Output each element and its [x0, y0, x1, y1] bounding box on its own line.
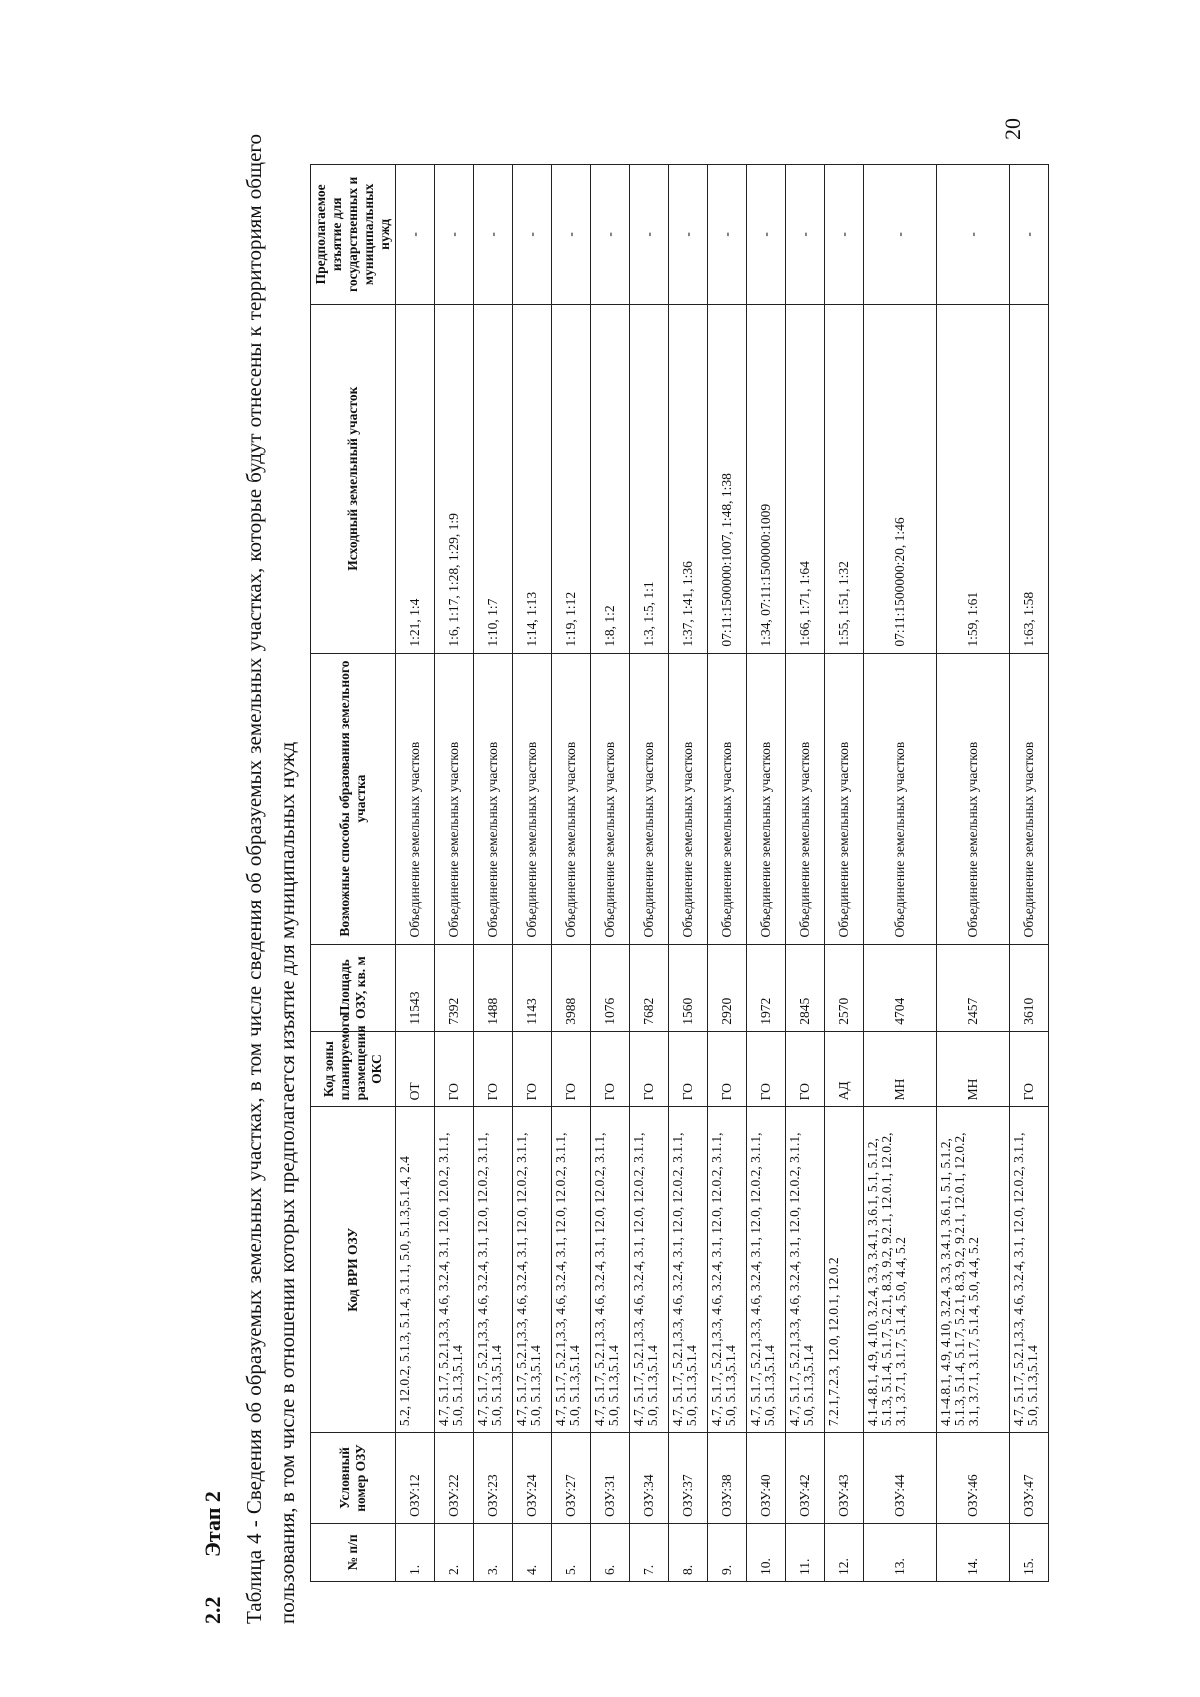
row-method: Объединение земельных участков: [669, 653, 708, 944]
row-method: Объединение земельных участков: [747, 653, 786, 944]
row-seizure: -: [864, 165, 937, 305]
row-index: 12.: [825, 1523, 864, 1581]
row-plot-id: ОЗУ:22: [435, 1433, 474, 1524]
row-seizure: -: [513, 165, 552, 305]
row-source-plot: 1:14, 1:13: [513, 304, 552, 653]
row-zone-code: ГО: [1010, 1031, 1049, 1107]
row-plot-id: ОЗУ:42: [786, 1433, 825, 1524]
row-index: 5.: [552, 1523, 591, 1581]
row-vri-code: 4.7, 5.1.7, 5.2.1,3.3, 4.6, 3.2.4, 3.1, 12.0, 12.0.2, 3.1.1, 5.0, 5.1.3,5.1.4: [747, 1107, 786, 1433]
row-vri-code: 4.1-4.8.1, 4.9, 4.10, 3.2.4, 3.3, 3.4.1, 3.6.1, 5.1, 5.1.2, 5.1.3, 5.1.4, 5.1.7, 5.2.1, 8.3, 9.2, 9.2.1, 12.0.1, 12.0.2, 3.1, 3.7.1, 3.1.7, 5.1.4, 5.0, 4.4, 5.2: [937, 1107, 1010, 1433]
row-seizure: -: [747, 165, 786, 305]
row-vri-code: 4.7, 5.1.7, 5.2.1,3.3, 4.6, 3.2.4, 3.1, 12.0, 12.0.2, 3.1.1, 5.0, 5.1.3,5.1.4: [708, 1107, 747, 1433]
row-method: Объединение земельных участков: [630, 653, 669, 944]
row-vri-code: 4.7, 5.1.7, 5.2.1,3.3, 4.6, 3.2.4, 3.1, 12.0, 12.0.2, 3.1.1, 5.0, 5.1.3,5.1.4: [669, 1107, 708, 1433]
table-row: [552, 165, 591, 1582]
row-index: 9.: [708, 1523, 747, 1581]
header-index: № п/п: [311, 1523, 396, 1581]
row-area: 2457: [937, 944, 1010, 1031]
row-zone-code: МН: [864, 1031, 937, 1107]
row-index: 10.: [747, 1523, 786, 1581]
table-row: [435, 165, 474, 1582]
header-vri-code: Код ВРИ ОЗУ: [311, 1107, 396, 1433]
row-source-plot: 1:37, 1:41, 1:36: [669, 304, 708, 653]
row-plot-id: ОЗУ:44: [864, 1433, 937, 1524]
row-zone-code: МН: [937, 1031, 1010, 1107]
row-vri-code: 4.7, 5.1.7, 5.2.1,3.3, 4.6, 3.2.4, 3.1, 12.0, 12.0.2, 3.1.1, 5.0, 5.1.3,5.1.4: [552, 1107, 591, 1433]
row-source-plot: 1:3, 1:5, 1:1: [630, 304, 669, 653]
row-method: Объединение земельных участков: [708, 653, 747, 944]
row-source-plot: 1:66, 1:71, 1:64: [786, 304, 825, 653]
row-area: 7392: [435, 944, 474, 1031]
row-seizure: -: [591, 165, 630, 305]
row-area: 2845: [786, 944, 825, 1031]
row-method: Объединение земельных участков: [825, 653, 864, 944]
row-plot-id: ОЗУ:12: [396, 1433, 435, 1524]
row-source-plot: 1:8, 1:2: [591, 304, 630, 653]
row-seizure: -: [474, 165, 513, 305]
row-index: 13.: [864, 1523, 937, 1581]
row-method: Объединение земельных участков: [786, 653, 825, 944]
row-plot-id: ОЗУ:40: [747, 1433, 786, 1524]
row-plot-id: ОЗУ:23: [474, 1433, 513, 1524]
row-plot-id: ОЗУ:37: [669, 1433, 708, 1524]
header-zone-code: Код зоны планируемого размещения ОКС: [311, 1031, 396, 1107]
row-area: 3610: [1010, 944, 1049, 1031]
row-source-plot: 1:63, 1:58: [1010, 304, 1049, 653]
row-vri-code: 5.2, 12.0.2, 5.1.3, 5.1.4, 3.1.1, 5.0, 5.1.3,5.1.4, 2.4: [396, 1107, 435, 1433]
table-row: [825, 165, 864, 1582]
row-plot-id: ОЗУ:47: [1010, 1433, 1049, 1524]
row-method: Объединение земельных участков: [1010, 653, 1049, 944]
row-index: 4.: [513, 1523, 552, 1581]
row-index: 15.: [1010, 1523, 1049, 1581]
row-source-plot: 07:11:1500000:20, 1:46: [864, 304, 937, 653]
row-method: Объединение земельных участков: [937, 653, 1010, 944]
table-header-row: [311, 165, 396, 1582]
table-row: [591, 165, 630, 1582]
row-area: 1143: [513, 944, 552, 1031]
row-zone-code: ГО: [708, 1031, 747, 1107]
row-vri-code: 4.7, 5.1.7, 5.2.1,3.3, 4.6, 3.2.4, 3.1, 12.0, 12.0.2, 3.1.1, 5.0, 5.1.3,5.1.4: [1010, 1107, 1049, 1433]
row-source-plot: 1:10, 1:7: [474, 304, 513, 653]
table-row: [937, 165, 1010, 1582]
table-row: [864, 165, 937, 1582]
row-seizure: -: [708, 165, 747, 305]
row-area: 3988: [552, 944, 591, 1031]
row-zone-code: ГО: [552, 1031, 591, 1107]
row-seizure: -: [937, 165, 1010, 305]
row-index: 3.: [474, 1523, 513, 1581]
row-method: Объединение земельных участков: [396, 653, 435, 944]
row-index: 6.: [591, 1523, 630, 1581]
row-seizure: -: [669, 165, 708, 305]
section-number: 2.2: [200, 1596, 225, 1624]
row-method: Объединение земельных участков: [435, 653, 474, 944]
row-zone-code: ГО: [786, 1031, 825, 1107]
row-zone-code: ГО: [669, 1031, 708, 1107]
row-source-plot: 1:19, 1:12: [552, 304, 591, 653]
row-area: 4704: [864, 944, 937, 1031]
row-index: 11.: [786, 1523, 825, 1581]
row-index: 1.: [396, 1523, 435, 1581]
row-zone-code: ГО: [591, 1031, 630, 1107]
row-plot-id: ОЗУ:43: [825, 1433, 864, 1524]
table-row: [1010, 165, 1049, 1582]
table-caption: Таблица 4 - Сведения об образуемых земельных участках, в том числе сведения об образуемых земельных участках, которые будут отнесены к территориям общего пользования, в том числе в отношении которых предполагается изъятие для муниципальных нужд: [242, 134, 299, 1624]
table-row: [786, 165, 825, 1582]
row-seizure: -: [786, 165, 825, 305]
table-row: [396, 165, 435, 1582]
row-plot-id: ОЗУ:46: [937, 1433, 1010, 1524]
row-source-plot: 07:11:1500000:1007, 1:48, 1:38: [708, 304, 747, 653]
scan-mark: [940, 1625, 942, 1626]
row-zone-code: ГО: [513, 1031, 552, 1107]
row-area: 7682: [630, 944, 669, 1031]
row-source-plot: 1:59, 1:61: [937, 304, 1010, 653]
row-source-plot: 1:6, 1:17, 1:28, 1:29, 1:9: [435, 304, 474, 653]
section-heading: [200, 1457, 226, 1624]
row-area: 11543: [396, 944, 435, 1031]
row-method: Объединение земельных участков: [552, 653, 591, 944]
row-zone-code: АД: [825, 1031, 864, 1107]
row-source-plot: 1:55, 1:51, 1:32: [825, 304, 864, 653]
page-number: 20: [1000, 118, 1025, 140]
row-method: Объединение земельных участков: [474, 653, 513, 944]
row-area: 2920: [708, 944, 747, 1031]
row-vri-code: 4.7, 5.1.7, 5.2.1,3.3, 4.6, 3.2.4, 3.1, 12.0, 12.0.2, 3.1.1, 5.0, 5.1.3,5.1.4: [435, 1107, 474, 1433]
header-seizure: Предполагаемое изъятие для государственных и муниципальных нужд: [311, 165, 396, 305]
table-row: [513, 165, 552, 1582]
row-area: 2570: [825, 944, 864, 1031]
row-area: 1972: [747, 944, 786, 1031]
table-row: [708, 165, 747, 1582]
row-source-plot: 1:34, 07:11:1500000:1009: [747, 304, 786, 653]
row-vri-code: 4.7, 5.1.7, 5.2.1,3.3, 4.6, 3.2.4, 3.1, 12.0, 12.0.2, 3.1.1, 5.0, 5.1.3,5.1.4: [786, 1107, 825, 1433]
row-area: 1076: [591, 944, 630, 1031]
row-index: 8.: [669, 1523, 708, 1581]
row-vri-code: 4.7, 5.1.7, 5.2.1,3.3, 4.6, 3.2.4, 3.1, 12.0, 12.0.2, 3.1.1, 5.0, 5.1.3,5.1.4: [630, 1107, 669, 1433]
row-zone-code: ГО: [747, 1031, 786, 1107]
row-plot-id: ОЗУ:31: [591, 1433, 630, 1524]
row-index: 14.: [937, 1523, 1010, 1581]
row-vri-code: 4.7, 5.1.7, 5.2.1,3.3, 4.6, 3.2.4, 3.1, 12.0, 12.0.2, 3.1.1, 5.0, 5.1.3,5.1.4: [591, 1107, 630, 1433]
row-seizure: -: [396, 165, 435, 305]
rotated-sheet: [200, 120, 1130, 1642]
row-method: Объединение земельных участков: [591, 653, 630, 944]
table-row: [630, 165, 669, 1582]
row-vri-code: 4.7, 5.1.7, 5.2.1,3.3, 4.6, 3.2.4, 3.1, 12.0, 12.0.2, 3.1.1, 5.0, 5.1.3,5.1.4: [474, 1107, 513, 1433]
row-vri-code: 4.1-4.8.1, 4.9, 4.10, 3.2.4, 3.3, 3.4.1, 3.6.1, 5.1, 5.1.2, 5.1.3, 5.1.4, 5.1.7, 5.2.1, 8.3, 9.2, 9.2.1, 12.0.1, 12.0.2, 3.1, 3.7.1, 3.1.7, 5.1.4, 5.0, 4.4, 5.2: [864, 1107, 937, 1433]
row-seizure: -: [435, 165, 474, 305]
row-zone-code: ГО: [435, 1031, 474, 1107]
header-method: Возможные способы образования земельного участка: [311, 653, 396, 944]
row-source-plot: 1:21, 1:4: [396, 304, 435, 653]
land-plots-table: [310, 164, 1049, 1582]
row-index: 7.: [630, 1523, 669, 1581]
row-plot-id: ОЗУ:34: [630, 1433, 669, 1524]
row-area: 1488: [474, 944, 513, 1031]
table-row: [474, 165, 513, 1582]
row-seizure: -: [825, 165, 864, 305]
table-row: [669, 165, 708, 1582]
table-row: [747, 165, 786, 1582]
row-seizure: -: [630, 165, 669, 305]
section-title: Этап 2: [200, 1491, 225, 1557]
header-area: Площадь ОЗУ, кв. м: [311, 944, 396, 1031]
row-seizure: -: [1010, 165, 1049, 305]
header-plot-id: Условный номер ОЗУ: [311, 1433, 396, 1524]
row-method: Объединение земельных участков: [864, 653, 937, 944]
header-source-plot: Исходный земельный участок: [311, 304, 396, 653]
row-seizure: -: [552, 165, 591, 305]
row-plot-id: ОЗУ:27: [552, 1433, 591, 1524]
row-index: 2.: [435, 1523, 474, 1581]
row-zone-code: ОТ: [396, 1031, 435, 1107]
row-plot-id: ОЗУ:38: [708, 1433, 747, 1524]
row-area: 1560: [669, 944, 708, 1031]
row-zone-code: ГО: [630, 1031, 669, 1107]
row-vri-code: 7.2.1,7.2.3, 12.0, 12.0.1, 12.0.2: [825, 1107, 864, 1433]
row-plot-id: ОЗУ:24: [513, 1433, 552, 1524]
row-method: Объединение земельных участков: [513, 653, 552, 944]
row-zone-code: ГО: [474, 1031, 513, 1107]
row-vri-code: 4.7, 5.1.7, 5.2.1,3.3, 4.6, 3.2.4, 3.1, 12.0, 12.0.2, 3.1.1, 5.0, 5.1.3,5.1.4: [513, 1107, 552, 1433]
